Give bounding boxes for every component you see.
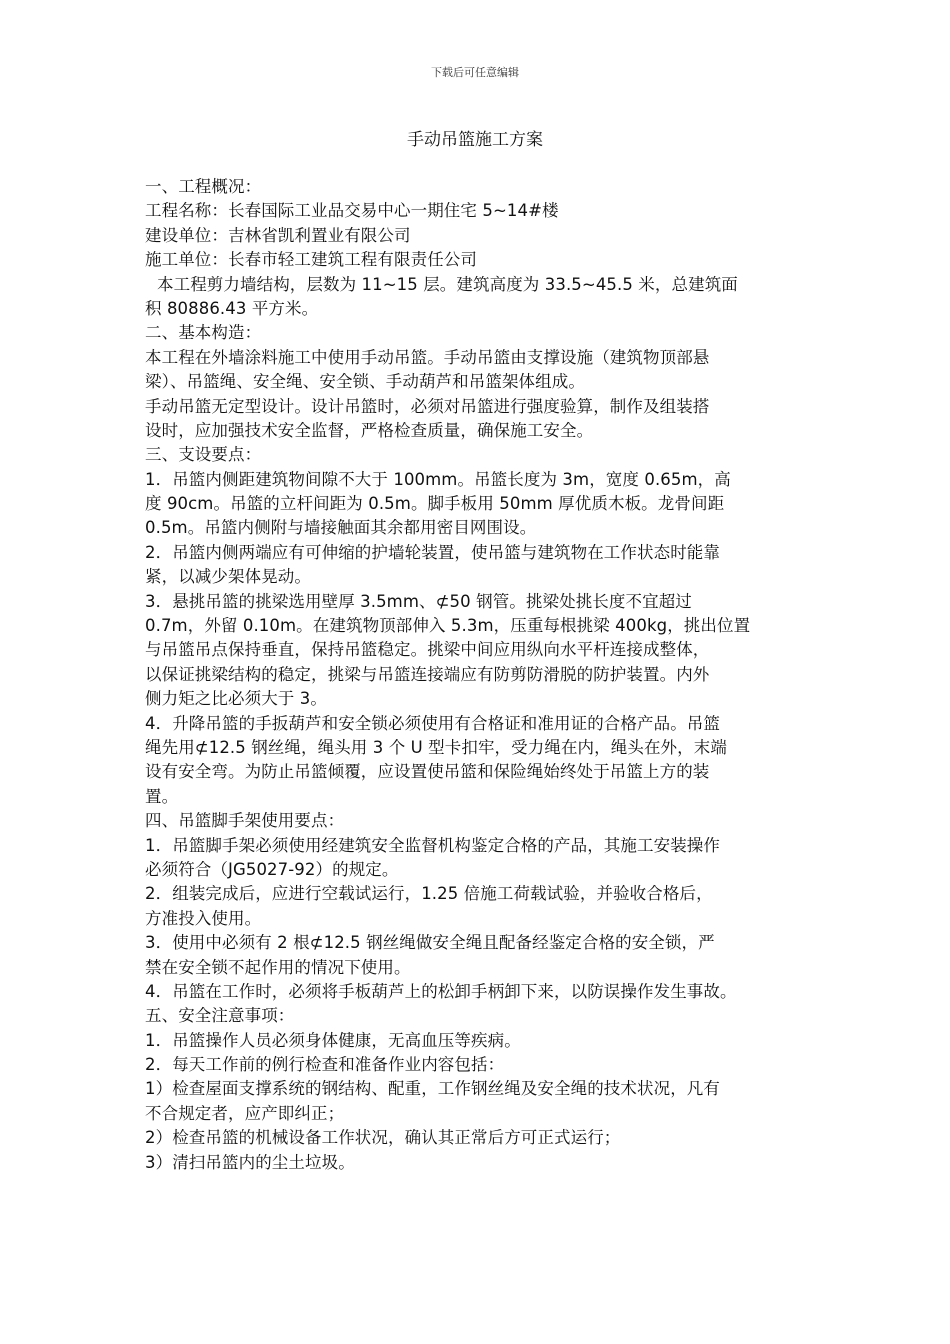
header-note: 下载后可任意编辑: [431, 66, 519, 79]
list-item-line: 4．吊篮在工作时，必须将手板葫芦上的松卸手柄卸下来，以防误操作发生事故。: [145, 981, 737, 1001]
section-heading-structure: 二、基本构造：: [145, 323, 262, 343]
paragraph-line: 本工程在外墙涂料施工中使用手动吊篮。手动吊篮由支撑设施（建筑物顶部悬: [145, 347, 710, 367]
list-item-line: 2．吊篮内侧两端应有可伸缩的护墙轮装置，使吊篮与建筑物在工作状态时能靠: [145, 542, 720, 562]
document-title: 手动吊篮施工方案: [407, 130, 543, 150]
section-heading-setup: 三、支设要点：: [145, 445, 262, 465]
document-body: [145, 175, 825, 1175]
paragraph-line: 本工程剪力墙结构，层数为 11~15 层。建筑高度为 33.5~45.5 米，总建筑面: [157, 274, 738, 294]
list-item-line: 0.7m，外留 0.10m。在建筑物顶部伸入 5.3m，压重每根挑梁 400kg，挑出位置: [145, 616, 751, 636]
list-item-line: 设有安全弯。为防止吊篮倾覆，应设置使吊篮和保险绳始终处于吊篮上方的装: [145, 762, 710, 782]
list-item-line: 侧力矩之比必须大于 3。: [145, 689, 327, 709]
list-item-line: 2．组装完成后，应进行空载试运行，1.25 倍施工荷载试验，并验收合格后，: [145, 884, 713, 904]
list-item-line: 3．使用中必须有 2 根⊄12.5 钢丝绳做安全绳且配备经鉴定合格的安全锁，严: [145, 933, 715, 953]
list-item-line: 1）检查屋面支撑系统的钢结构、配重，工作钢丝绳及安全绳的技术状况，凡有: [145, 1079, 720, 1099]
paragraph-line: 设时，应加强技术安全监督，严格检查质量，确保施工安全。: [145, 420, 594, 440]
paragraph-line: 手动吊篮无定型设计。设计吊篮时，必须对吊篮进行强度验算，制作及组装搭: [145, 396, 710, 416]
list-item-line: 与吊篮吊点保持垂直，保持吊篮稳定。挑梁中间应用纵向水平杆连接成整体，: [145, 640, 710, 660]
list-item-line: 3）清扫吊篮内的尘土垃圾。: [145, 1152, 355, 1172]
section-heading-overview: 一、工程概况：: [145, 177, 262, 196]
list-item-line: 3．悬挑吊篮的挑梁选用壁厚 3.5mm、⊄50 钢管。挑梁处挑长度不宜超过: [145, 591, 692, 611]
list-item-line: 度 90cm。吊篮的立杆间距为 0.5m。脚手板用 50mm 厚优质木板。龙骨间距: [145, 494, 725, 514]
paragraph-line: 积 80886.43 平方米。: [145, 298, 319, 318]
list-item-line: 禁在安全锁不起作用的情况下使用。: [145, 957, 411, 977]
list-item-line: 1．吊篮操作人员必须身体健康，无高血压等疾病。: [145, 1030, 521, 1050]
list-item-line: 0.5m。吊篮内侧附与墙接触面其余都用密目网围设。: [145, 518, 537, 538]
list-item-line: 1．吊篮内侧距建筑物间隙不大于 100mm。吊篮长度为 3m，宽度 0.65m，高: [145, 469, 731, 489]
list-item-line: 绳先用⊄12.5 钢丝绳，绳头用 3 个 U 型卡扣牢，受力绳在内，绳头在外，末端: [145, 737, 727, 757]
list-item-line: 不合规定者，应产即纠正；: [145, 1103, 345, 1123]
list-item-line: 必须符合（JG5027-92）的规定。: [145, 859, 399, 879]
list-item-line: 以保证挑梁结构的稳定，挑梁与吊篮连接端应有防剪防滑脱的防护装置。内外: [145, 664, 710, 684]
paragraph-line: 梁）、吊篮绳、安全绳、安全锁、手动葫芦和吊篮架体组成。: [145, 372, 585, 392]
construction-unit-line: 施工单位：长春市轻工建筑工程有限责任公司: [145, 250, 477, 270]
list-item-line: 紧，以减少架体晃动。: [145, 567, 311, 587]
list-item-line: 2．每天工作前的例行检查和准备作业内容包括：: [145, 1055, 505, 1075]
project-name-line: 工程名称：长春国际工业品交易中心一期住宅 5~14#楼: [145, 201, 559, 221]
owner-unit-line: 建设单位：吉林省凯利置业有限公司: [145, 225, 411, 245]
section-heading-safety: 五、安全注意事项：: [145, 1006, 295, 1026]
list-item-line: 4．升降吊篮的手扳葫芦和安全锁必须使用有合格证和准用证的合格产品。吊篮: [145, 713, 720, 733]
list-item-line: 置。: [145, 786, 179, 806]
list-item-line: 方准投入使用。: [145, 908, 262, 928]
list-item-line: 2）检查吊篮的机械设备工作状况，确认其正常后方可正式运行；: [145, 1128, 621, 1148]
list-item-line: 1．吊篮脚手架必须使用经建筑安全监督机构鉴定合格的产品，其施工安装操作: [145, 835, 720, 855]
section-heading-usage: 四、吊篮脚手架使用要点：: [145, 811, 345, 831]
